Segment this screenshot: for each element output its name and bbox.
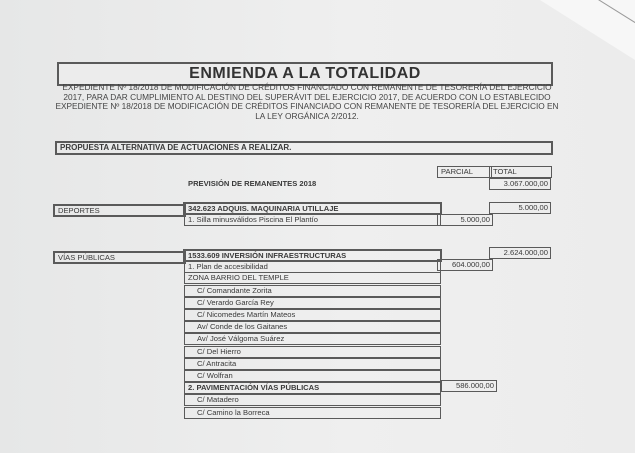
document-title: ENMIENDA A LA TOTALIDAD [189, 65, 421, 82]
street-row: C/ Camino la Borreca [184, 407, 441, 419]
section-vias-publicas: VÍAS PÚBLICAS [53, 251, 186, 264]
proposal-header [55, 141, 553, 155]
street-row: Av/ José Válgoma Suárez [184, 333, 441, 345]
intro-text: EXPEDIENTE Nº 18/2018 DE MODIFICACIÓN DE CRÉDITOS FINANCIADO CON REMANENTE DE TESORERÍA DEL EJERCICIO 2017, PARA DAR CUMPLIMIENTO AL DESTINO DEL SUPERÁVIT DEL EJERCICIO 2017, DE ACUERDO CON LO ESTABLECIDO EXPEDIENTE Nº 18/2018 DE MODIFICACIÓN DE CRÉDITOS FINANCIADO CON REMANENTE DE TESORERÍA DEL EJERCICIO EN LA LEY ORGÁNICA 2/2012. [55, 82, 559, 121]
column-parcial: PARCIAL [437, 166, 492, 178]
vias-total: 2.624.000,00 [489, 247, 551, 259]
street-row: C/ Del Hierro [184, 346, 441, 358]
pavimentacion-parcial: 586.000,00 [441, 380, 497, 392]
street-row: C/ Comandante Zorita [184, 285, 441, 297]
column-total: TOTAL [489, 166, 552, 178]
page-curl [540, 0, 635, 60]
plan-accesibilidad-parcial: 604.000,00 [437, 259, 493, 271]
plan-accesibilidad: 1. Plan de accesibilidad [184, 261, 441, 273]
deportes-total: 5.000,00 [489, 202, 551, 214]
vias-heading: 1533.609 INVERSIÓN INFRAESTRUCTURAS [183, 249, 442, 262]
street-row: C/ Antracita [184, 358, 441, 370]
deportes-item-parcial: 5.000,00 [437, 214, 493, 226]
section-deportes: DEPORTES [53, 204, 186, 217]
deportes-heading: 342.623 ADQUIS. MAQUINARIA UTILLAJE [183, 202, 442, 215]
street-row: C/ Verardo García Rey [184, 297, 441, 309]
prevision-total: 3.067.000,00 [489, 178, 551, 190]
zona-barrio-temple: ZONA BARRIO DEL TEMPLE [184, 272, 441, 284]
street-row: C/ Wolfran [184, 370, 441, 382]
deportes-item: 1. Silla minusválidos Piscina El Plantío [184, 214, 441, 226]
prevision-label: PREVISIÓN DE REMANENTES 2018 [188, 179, 317, 188]
street-row: C/ Nicomedes Martín Mateos [184, 309, 441, 321]
proposal-header-text: PROPUESTA ALTERNATIVA DE ACTUACIONES A REALIZAR. [60, 143, 292, 152]
pavimentacion: 2. PAVIMENTACIÓN VÍAS PÚBLICAS [184, 382, 441, 394]
street-row: C/ Matadero [184, 394, 441, 406]
street-row: Av/ Conde de los Gaitanes [184, 321, 441, 333]
